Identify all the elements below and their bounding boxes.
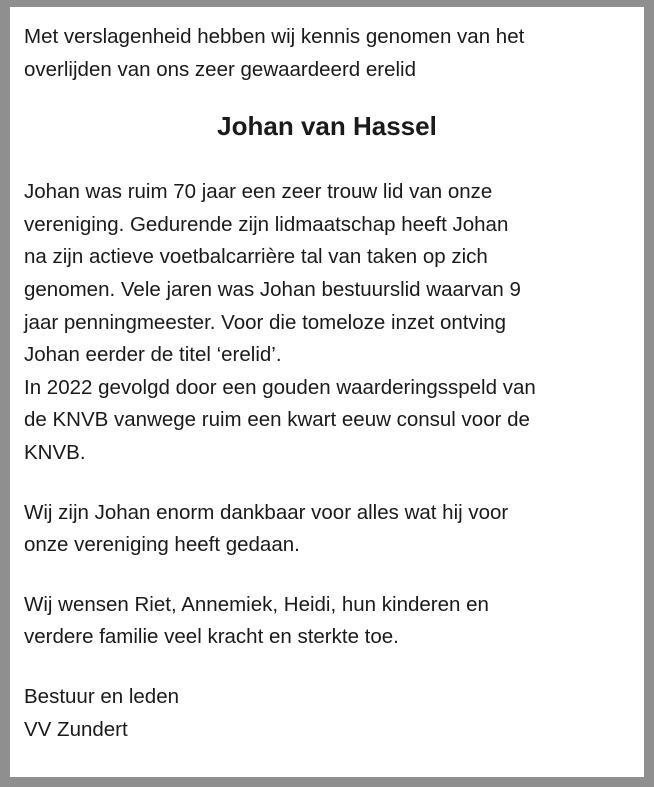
- condolence-paragraph: [24, 589, 634, 654]
- intro-text: [24, 21, 634, 86]
- tribute-line: In 2022 gevolgd door een gouden waarderingsspeld van: [24, 375, 536, 399]
- condolence-line: Wij wensen Riet, Annemiek, Heidi, hun kinderen en: [24, 592, 489, 616]
- tribute-line: vereniging. Gedurende zijn lidmaatschap heeft Johan: [24, 212, 509, 236]
- tribute-paragraph: [24, 176, 634, 469]
- gratitude-paragraph: [24, 497, 634, 562]
- tribute-line: Johan eerder de titel ‘erelid’.: [24, 343, 282, 367]
- tribute-line: de KNVB vanwege ruim een kwart eeuw consul voor de: [24, 408, 530, 432]
- tribute-line: na zijn actieve voetbalcarrière tal van taken op zich: [24, 245, 488, 269]
- signature-line: VV Zundert: [24, 717, 128, 741]
- intro-line: Met verslagenheid hebben wij kennis genomen van het: [24, 25, 525, 48]
- intro-line: overlijden van ons zeer gewaardeerd erelid: [24, 57, 417, 81]
- tribute-line: genomen. Vele jaren was Johan bestuurslid waarvan 9: [24, 277, 521, 301]
- deceased-name: Johan van Hassel: [217, 111, 437, 142]
- tribute-line: jaar penningmeester. Voor die tomeloze inzet ontving: [24, 310, 507, 334]
- gratitude-line: Wij zijn Johan enorm dankbaar voor alles wat hij voor: [24, 500, 509, 524]
- signature-line: Bestuur en leden: [24, 684, 180, 708]
- gratitude-line: onze vereniging heeft gedaan.: [24, 533, 300, 557]
- tribute-line: KNVB.: [24, 440, 86, 464]
- condolence-line: verdere familie veel kracht en sterkte toe.: [24, 625, 399, 649]
- obituary-notice: [10, 7, 644, 777]
- signature: [24, 681, 634, 746]
- tribute-line: Johan was ruim 70 jaar een zeer trouw lid van onze: [24, 180, 493, 204]
